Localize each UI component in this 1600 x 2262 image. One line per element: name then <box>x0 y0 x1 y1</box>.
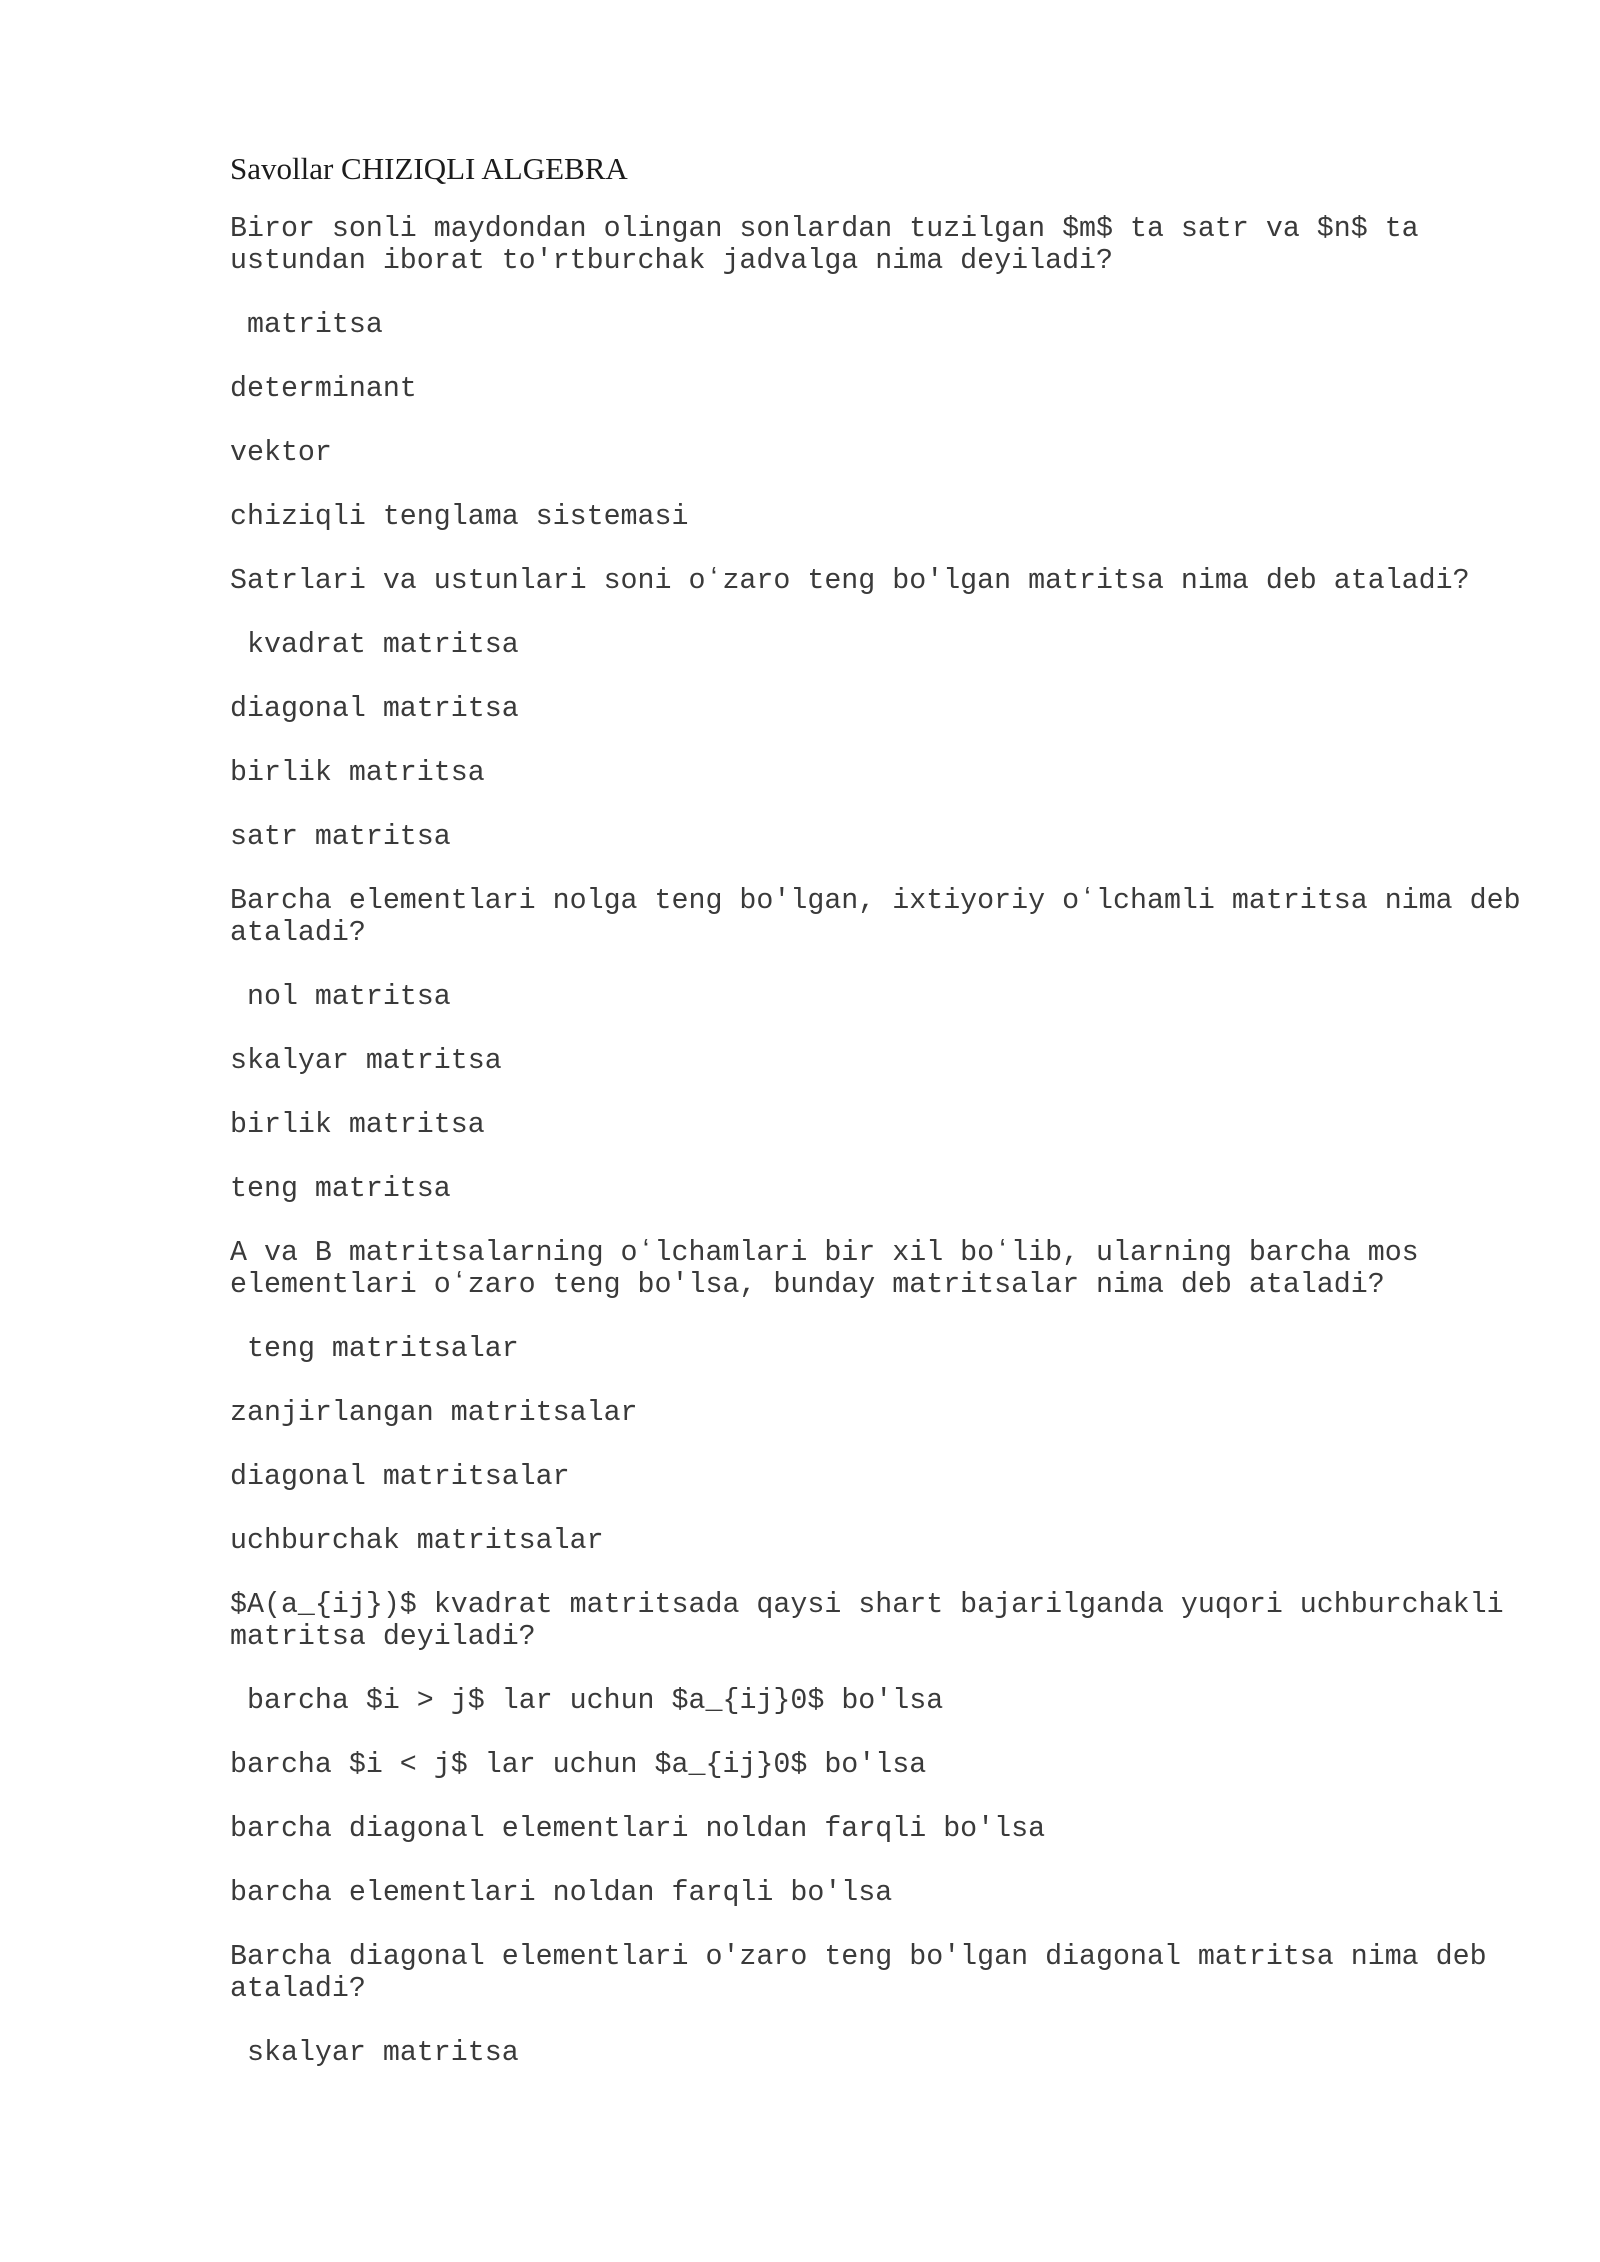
question-block <box>230 565 1530 853</box>
question-text: Satrlari va ustunlari soni oʻzaro teng bo'lgan matritsa nima deb ataladi? <box>230 565 1470 598</box>
answer-option: nol matritsa <box>247 981 451 1014</box>
answer-option: birlik matritsa <box>230 1109 485 1142</box>
question-block <box>230 213 1530 533</box>
document-content <box>230 150 1538 2101</box>
answer-option: satr matritsa <box>230 821 451 854</box>
document-title: Savollar CHIZIQLI ALGEBRA <box>230 151 628 186</box>
answer-option: teng matritsalar <box>247 1333 519 1366</box>
question-block <box>230 1589 1530 1909</box>
question-text: Biror sonli maydondan olingan sonlardan tuzilgan $m$ ta satr va $n$ ta ustundan iborat to'rtburchak jadvalga nima deyiladi? <box>230 213 1436 278</box>
answer-option: barcha $i < j$ lar uchun $a_{ij}0$ bo'lsa <box>230 1749 927 1782</box>
question-block <box>230 885 1538 1206</box>
question-text: Barcha elementlari nolga teng bo'lgan, ixtiyoriy oʻlchamli matritsa nima deb ataladi? <box>230 885 1538 950</box>
answer-option: vektor <box>230 437 332 470</box>
answer-option: zanjirlangan matritsalar <box>230 1397 638 1430</box>
answer-option: skalyar matritsa <box>230 1045 502 1078</box>
answer-option: chiziqli tenglama sistemasi <box>230 501 689 534</box>
answer-option: determinant <box>230 373 417 406</box>
answer-option: barcha elementlari noldan farqli bo'lsa <box>230 1877 893 1910</box>
answer-option: diagonal matritsalar <box>230 1461 570 1494</box>
question-text: $A(a_{ij})$ kvadrat matritsada qaysi shart bajarilganda yuqori uchburchakli matritsa deyiladi? <box>230 1589 1521 1654</box>
answer-option: kvadrat matritsa <box>247 629 519 662</box>
answer-option: skalyar matritsa <box>247 2037 519 2070</box>
answer-option: teng matritsa <box>230 1173 451 1206</box>
question-text: Barcha diagonal elementlari o'zaro teng bo'lgan diagonal matritsa nima deb ataladi? <box>230 1941 1504 2006</box>
answer-option: diagonal matritsa <box>230 693 519 726</box>
question-block <box>230 1237 1530 1557</box>
answer-option: barcha $i > j$ lar uchun $a_{ij}0$ bo'lsa <box>247 1685 944 1718</box>
answer-option: uchburchak matritsalar <box>230 1525 604 1558</box>
answer-option: birlik matritsa <box>230 757 485 790</box>
question-text: A va B matritsalarning oʻlchamlari bir xil boʻlib, ularning barcha mos elementlari oʻzaro teng bo'lsa, bunday matritsalar nima deb ataladi? <box>230 1237 1436 1302</box>
answer-option: barcha diagonal elementlari noldan farqli bo'lsa <box>230 1813 1046 1846</box>
answer-option: matritsa <box>247 309 383 342</box>
question-block <box>230 1941 1530 2069</box>
